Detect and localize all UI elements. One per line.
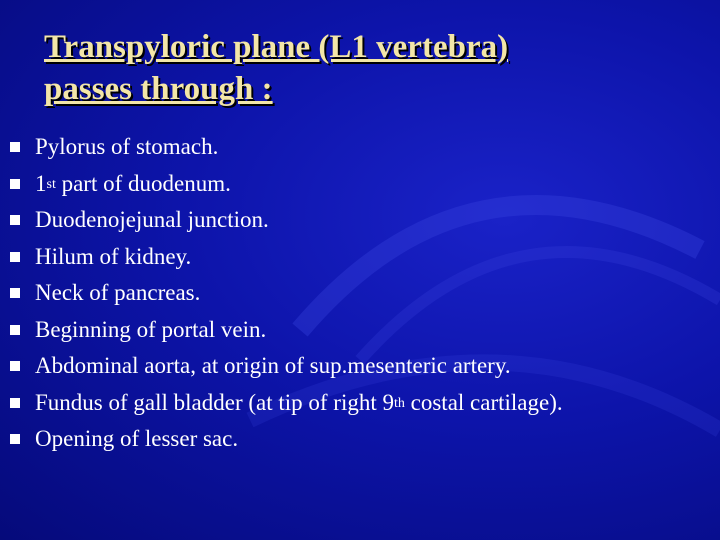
list-item — [10, 421, 710, 458]
list-item-superscript: st — [46, 176, 56, 192]
list-item — [10, 166, 710, 203]
slide-title-line-2: passes through : — [44, 71, 273, 107]
list-item-text-start: Fundus of gall bladder (at tip of right 9 — [35, 389, 394, 415]
square-bullet-icon — [10, 398, 20, 408]
square-bullet-icon — [10, 215, 20, 225]
list-item — [10, 348, 710, 385]
square-bullet-icon — [10, 325, 20, 335]
list-item — [10, 275, 710, 312]
list-item-text-end: part of duodenum. — [55, 170, 231, 196]
bullet-list — [10, 129, 710, 458]
list-item — [10, 129, 710, 166]
slide-title-line-1: Transpyloric plane (L1 vertebra) — [44, 29, 509, 65]
list-item-text-end: costal cartilage). — [404, 389, 563, 415]
list-item — [10, 385, 710, 422]
square-bullet-icon — [10, 252, 20, 262]
square-bullet-icon — [10, 434, 20, 444]
list-item-text: Abdominal aorta, at origin of sup.mesenteric artery. — [35, 353, 511, 378]
square-bullet-icon — [10, 361, 20, 371]
square-bullet-icon — [10, 288, 20, 298]
list-item-text: Beginning of portal vein. — [35, 316, 267, 342]
list-item-text: Pylorus of stomach. — [35, 134, 219, 159]
list-item-text: Neck of pancreas. — [35, 280, 201, 305]
slide-title — [44, 26, 684, 110]
list-item — [10, 312, 710, 349]
list-item-text: Opening of lesser sac. — [35, 426, 239, 451]
list-item — [10, 202, 710, 239]
list-item-text-start: 1 — [35, 170, 47, 196]
list-item-superscript: th — [394, 395, 405, 411]
square-bullet-icon — [10, 179, 20, 189]
square-bullet-icon — [10, 142, 20, 152]
list-item-text: Duodenojejunal junction. — [35, 207, 269, 232]
list-item — [10, 239, 710, 276]
list-item-text: Hilum of kidney. — [35, 243, 192, 269]
